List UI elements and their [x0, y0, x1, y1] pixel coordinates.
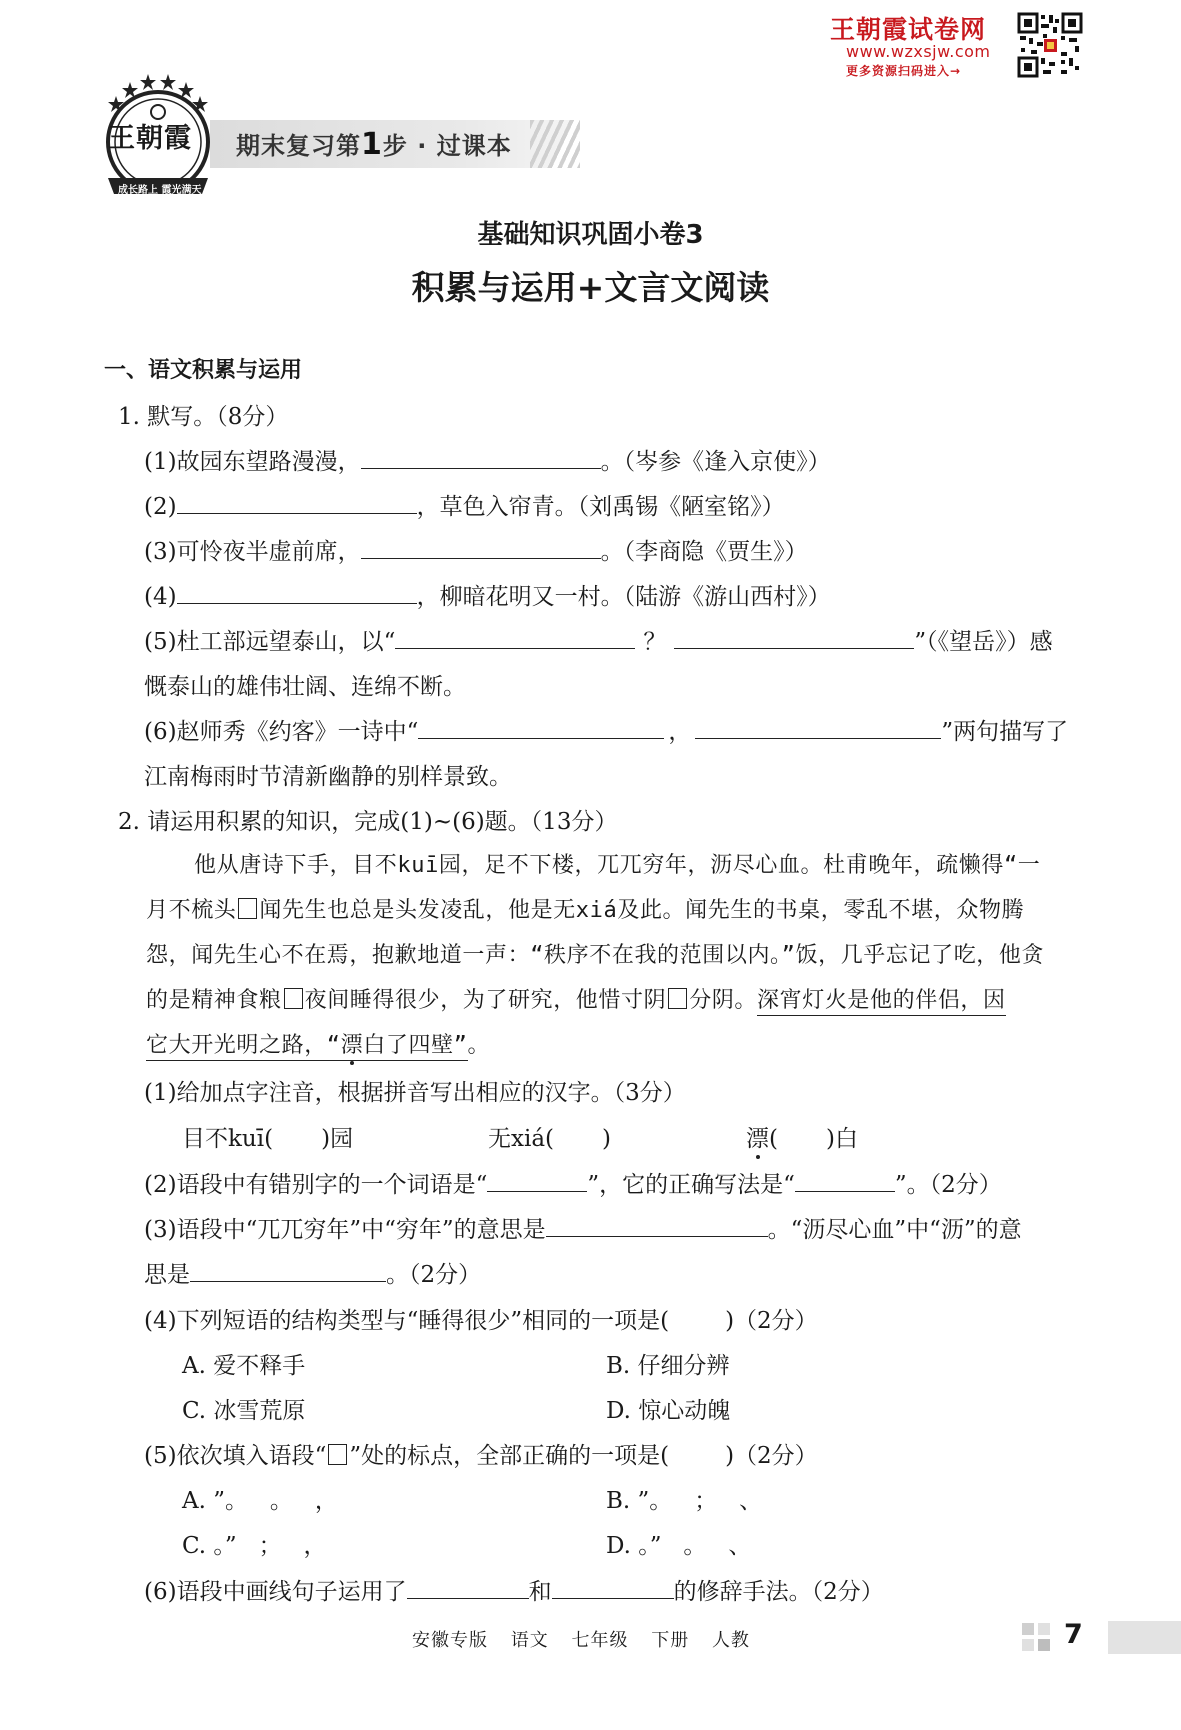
punctuation-box [668, 988, 687, 1009]
banner-pre: 期末复习第 [236, 132, 361, 160]
q1-item-5-mid: ？ [643, 629, 667, 655]
q2-sub-3-line2-pre: 思是 [144, 1262, 190, 1288]
q1-item-5 [144, 623, 1053, 656]
answer-blank[interactable] [177, 581, 417, 604]
paper-subtitle: 积累与运用+文言文阅读 [411, 268, 770, 307]
q2-sub-6 [144, 1573, 884, 1606]
answer-blank[interactable] [487, 1169, 587, 1192]
passage-text: 白了四壁” [363, 1033, 468, 1058]
banner-step: 1 [361, 127, 383, 162]
brand-url[interactable]: www.wzxsjw.com [846, 42, 991, 61]
q2-sub-1-a [182, 1120, 353, 1153]
q1-item-5-pre: (5)杜工部远望泰山，以“ [144, 629, 396, 655]
banner-text [236, 126, 512, 162]
dotted-char: 漂 [340, 1033, 364, 1058]
passage-line-4 [146, 983, 1006, 1014]
q2-sub-1: (1)给加点字注音，根据拼音写出相应的汉字。（3分） [144, 1080, 686, 1106]
q2-sub-5-post: )（2分） [725, 1443, 818, 1469]
q2-sub-1-b [488, 1120, 611, 1153]
q1-item-6-post: ”两句描写了 [941, 719, 1069, 745]
q1-item-2 [144, 488, 785, 521]
q2-sub-2-pre: (2)语段中有错别字的一个词语是“ [144, 1172, 488, 1198]
page-number-bar [1108, 1621, 1181, 1654]
page-number: 7 [1064, 1619, 1083, 1650]
passage-text: 夜间睡得很少，为了研究，他惜寸阴 [304, 988, 667, 1013]
q2-sub-2 [144, 1166, 1002, 1199]
q1-item-3 [144, 533, 808, 566]
q1-item-2-post: ，草色入帘青。（刘禹锡《陋室铭》） [416, 494, 785, 520]
punctuation-box [328, 1444, 347, 1465]
q1-item-1-post: 。（岑参《逢入京使》） [600, 449, 831, 475]
passage-line-5 [146, 1028, 490, 1059]
q1-item-5-line2: 慨泰山的雄伟壮阔、连绵不断。 [144, 674, 466, 700]
punctuation-box [238, 898, 257, 919]
q2-sub-4 [144, 1302, 818, 1335]
pinyin-item: )园 [321, 1126, 354, 1152]
q1-item-4-pre: (4) [144, 584, 177, 610]
passage-text: 月不梳头 [146, 898, 237, 923]
footer-grade: 七年级 [571, 1630, 629, 1651]
passage-text: 它大开光明之路，“ [146, 1033, 341, 1058]
option-c[interactable]: C. 冰雪荒原 [182, 1398, 306, 1424]
punctuation-box [284, 988, 303, 1009]
banner-stripes [530, 120, 580, 168]
option-b[interactable]: B. ”。 ； 、 [606, 1488, 763, 1514]
underlined-sentence: 深宵灯火是他的伴侣，因 [757, 988, 1006, 1016]
passage-text: 闻先生也总是头发凌乱，他是无xiá及此。闻先生的书桌，零乱不堪，众物腾 [259, 898, 1025, 923]
footer-subject: 语文 [510, 1630, 549, 1651]
q2-sub-3-post: 。“沥尽心血”中“沥”的意 [767, 1217, 1022, 1243]
answer-blank[interactable] [395, 626, 635, 649]
paper-title: 基础知识巩固小卷3 [477, 220, 704, 250]
footer-edition: 安徽专版 [412, 1630, 488, 1651]
pinyin-item: 目不kuī( [182, 1126, 274, 1152]
passage-text: 分阴。 [689, 988, 758, 1013]
q2-sub-5 [144, 1437, 818, 1470]
answer-blank[interactable] [795, 1169, 895, 1192]
pinyin-item: ) [602, 1126, 611, 1152]
answer-blank[interactable] [674, 626, 914, 649]
q1-item-4-post: ，柳暗花明又一村。（陆游《游山西村》） [416, 584, 831, 610]
pinyin-item: ( [769, 1126, 778, 1152]
passage-line-2 [146, 893, 1024, 924]
page-corner-squares-icon [1020, 1621, 1058, 1654]
q1-item-6-line2: 江南梅雨时节清新幽静的别样景致。 [144, 764, 512, 790]
option-d[interactable]: D. 惊心动魄 [606, 1398, 731, 1424]
q2-sub-5-pre: (5)依次填入语段“ [144, 1443, 327, 1469]
passage-line-1: 他从唐诗下手，目不kuī园，足不下楼，兀兀穷年，沥尽心血。杜甫晚年，疏懒得“一 [194, 853, 1041, 878]
option-b[interactable]: B. 仔细分辨 [606, 1353, 730, 1379]
pinyin-item: 无xiá( [488, 1126, 555, 1152]
passage-text: 。 [467, 1033, 491, 1058]
dotted-char: 漂 [746, 1126, 769, 1152]
answer-blank[interactable] [418, 716, 664, 739]
q2-sub-3 [144, 1211, 1022, 1244]
logo-motto: 成长路上 霞光满天 [118, 185, 202, 196]
q1-item-3-pre: (3)可怜夜半虚前席， [144, 539, 361, 565]
q1-item-1 [144, 443, 831, 476]
option-d[interactable]: D. 。” 。 、 [606, 1533, 752, 1559]
q1-stem: 1. 默写。（8分） [118, 404, 289, 430]
passage-line-3: 怨，闻先生心不在焉，抱歉地道一声：“秩序不在我的范围以内。”饭，几乎忘记了吃，他贪 [146, 943, 1045, 968]
footer-publisher: 人教 [711, 1630, 750, 1651]
q2-sub-2-mid: ”，它的正确写法是“ [587, 1172, 795, 1198]
pinyin-item: )白 [825, 1126, 858, 1152]
q2-stem: 2. 请运用积累的知识，完成(1)~(6)题。（13分） [118, 809, 618, 835]
q2-sub-4-post: )（2分） [725, 1308, 818, 1334]
q1-item-6-pre: (6)赵师秀《约客》一诗中“ [144, 719, 419, 745]
q1-item-6 [144, 713, 1068, 746]
underlined-sentence [146, 1033, 468, 1061]
answer-blank[interactable] [552, 1576, 674, 1599]
q1-item-4 [144, 578, 831, 611]
q2-sub-6-post: 的修辞手法。（2分） [673, 1579, 884, 1605]
answer-blank[interactable] [190, 1259, 386, 1282]
answer-blank[interactable] [695, 716, 941, 739]
q2-sub-2-post: ”。（2分） [894, 1172, 1002, 1198]
brand-name: 王朝霞试卷网 [830, 15, 987, 44]
option-a[interactable]: A. 爱不释手 [182, 1353, 306, 1379]
q2-sub-6-mid: 和 [528, 1579, 552, 1605]
q2-sub-3-line2 [144, 1256, 481, 1289]
q1-item-1-pre: (1)故园东望路漫漫， [144, 449, 361, 475]
answer-blank[interactable] [407, 1576, 529, 1599]
answer-blank[interactable] [546, 1214, 768, 1237]
q2-sub-3-pre: (3)语段中“兀兀穷年”中“穷年”的意思是 [144, 1217, 546, 1243]
brand-more-text: 更多资源扫码进入→ [846, 64, 962, 78]
q2-sub-4-pre: (4)下列短语的结构类型与“睡得很少”相同的一项是( [144, 1308, 670, 1334]
q2-sub-6-pre: (6)语段中画线句子运用了 [144, 1579, 407, 1605]
q2-sub-1-c [746, 1120, 858, 1153]
option-c[interactable]: C. 。” ； ， [182, 1533, 327, 1559]
answer-blank[interactable] [361, 446, 601, 469]
logo-text: 王朝霞 [108, 123, 192, 154]
q1-item-2-pre: (2) [144, 494, 177, 520]
q1-item-5-post: ”（《望岳》）感 [914, 629, 1053, 655]
banner-post: 步 · 过课本 [382, 132, 512, 160]
option-a[interactable]: A. ”。 。 ， [182, 1488, 338, 1514]
footer-info [412, 1626, 750, 1652]
q1-item-6-mid: ， [668, 719, 692, 745]
q2-sub-3-line2-post: 。（2分） [386, 1262, 482, 1288]
passage-text: 的是精神食粮 [146, 988, 282, 1013]
footer-volume: 下册 [651, 1630, 690, 1651]
answer-blank[interactable] [177, 491, 417, 514]
q1-item-3-post: 。（李商隐《贾生》） [600, 539, 808, 565]
q2-sub-5-mid: ”处的标点，全部正确的一项是( [349, 1443, 670, 1469]
qr-code-icon[interactable] [1017, 12, 1083, 78]
answer-blank[interactable] [361, 536, 601, 559]
section-heading: 一、语文积累与运用 [104, 358, 303, 383]
